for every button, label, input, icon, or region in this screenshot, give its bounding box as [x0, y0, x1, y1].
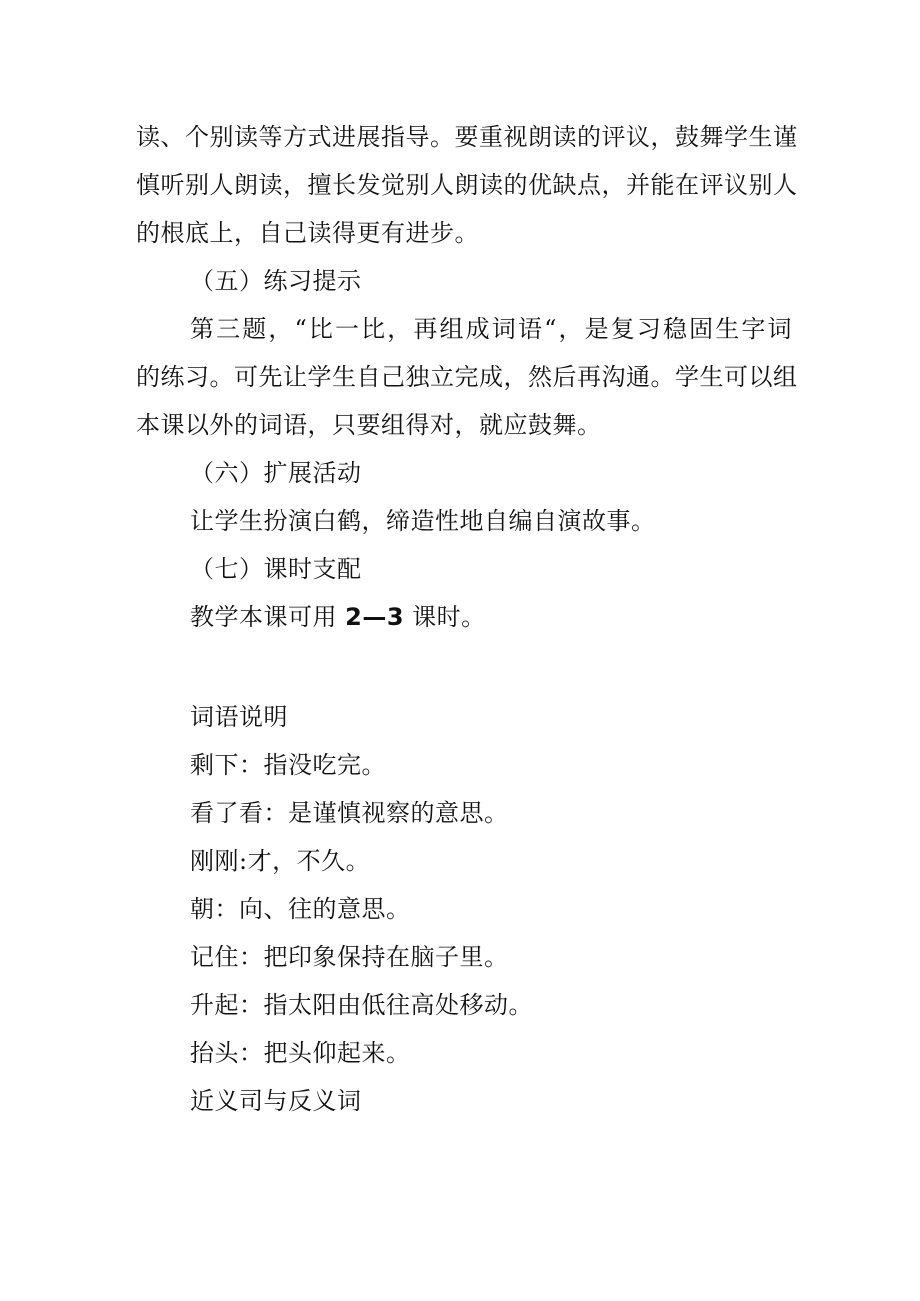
section-7-heading: （七）课时支配 [190, 555, 362, 583]
section-5-line-3: 本课以外的词语，只要组得对，就应鼓舞。 [136, 411, 602, 439]
synonyms-heading: 近义司与反义词 [190, 1087, 362, 1115]
glossary-item: 朝：向、往的意思。 [190, 895, 411, 923]
section-5-line-1: 第三题，“比一比，再组成词语“，是复习稳固生字词 [190, 315, 792, 343]
section-5-heading: （五）练习提示 [190, 267, 362, 295]
glossary-item: 剩下：指没吃完。 [190, 751, 386, 779]
section-5-line-2: 的练习。可先让学生自己独立完成，然后再沟通。学生可以组 [136, 363, 798, 391]
glossary-item: 抬头：把头仰起来。 [190, 1039, 411, 1067]
glossary-item: 看了看：是谨慎视察的意思。 [190, 799, 509, 827]
section-7-text [190, 602, 486, 632]
glossary-item: 刚刚:才，不久。 [190, 847, 371, 875]
section-7-text-before: 教学本课可用 [190, 603, 346, 631]
paragraph-reading-line-1: 读、个别读等方式进展指导。要重视朗读的评议，鼓舞学生谨 [136, 123, 798, 151]
section-7-text-after: 课时。 [404, 603, 486, 631]
paragraph-reading-line-3: 的根底上，自己读得更有进步。 [136, 219, 479, 247]
glossary-item: 记住：把印象保持在脑子里。 [190, 943, 509, 971]
section-6-heading: （六）扩展活动 [190, 459, 362, 487]
paragraph-reading-line-2: 慎听别人朗读，擅长发觉别人朗读的优缺点，并能在评议别人 [136, 171, 798, 199]
section-7-hours: 2—3 [345, 603, 405, 631]
glossary-heading: 词语说明 [190, 703, 288, 731]
section-6-text: 让学生扮演白鹤，缔造性地自编自演故事。 [190, 507, 656, 535]
glossary-item: 升起：指太阳由低往高处移动。 [190, 991, 533, 1019]
